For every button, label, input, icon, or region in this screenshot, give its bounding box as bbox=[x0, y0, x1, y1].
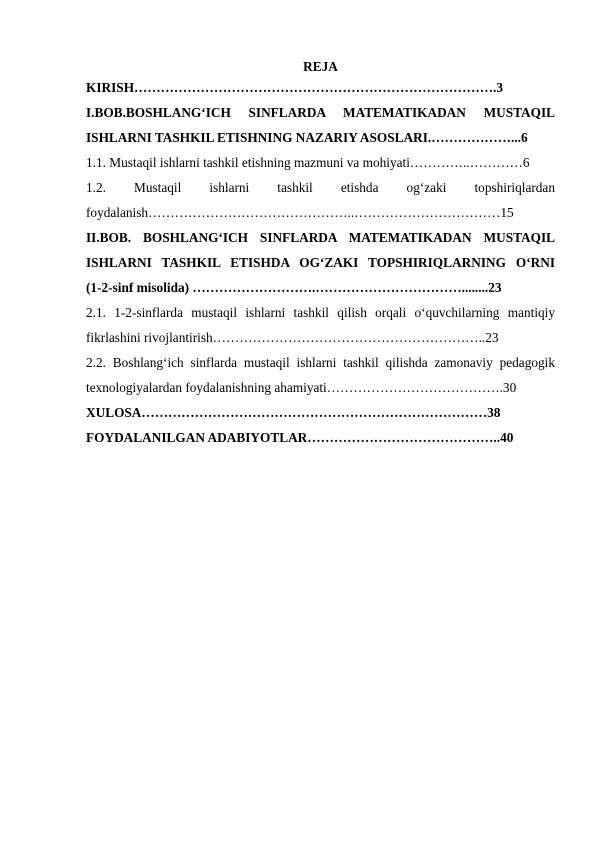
toc-entry-xulosa: XULOSA……………………………………………………………………38 bbox=[86, 405, 501, 420]
toc-entry-chapter2-line3: (1-2-sinf misolida) ……………………….……………………………........23 bbox=[86, 280, 502, 295]
toc-entry-adabiyotlar: FOYDALANILGAN ADABIYOTLAR……………………………………..40 bbox=[86, 430, 514, 445]
toc-entry-1-1: 1.1. Mustaqil ishlarni tashkil etishning mazmuni va mohiyati…………..…………6 bbox=[86, 155, 530, 170]
toc-entry-1-2-line1: 1.2. Mustaqil ishlarni tashkil etishda og‘zaki topshiriqlardan bbox=[86, 180, 555, 195]
toc-entry-chapter1-line1: I.BOB.BOSHLANG‘ICH SINFLARDA MATEMATIKADAN MUSTAQIL bbox=[86, 105, 555, 120]
toc-entry-1-2-line2: foydalanish………………………………………..……………………………15 bbox=[86, 205, 514, 220]
toc-entry-chapter2-line1: II.BOB. BOSHLANG‘ICH SINFLARDA MATEMATIKADAN MUSTAQIL bbox=[86, 230, 555, 245]
toc-entry-chapter2-line2: ISHLARNI TASHKIL ETISHDA OG‘ZAKI TOPSHIRIQLARNING O‘RNI bbox=[86, 255, 555, 270]
page-title: REJA bbox=[303, 59, 338, 74]
toc-entry-2-2-line1: 2.2. Boshlang‘ich sinflarda mustaqil ishlarni tashkil qilishda zamonaviy pedagogik bbox=[86, 355, 555, 370]
toc-entry-2-2-line2: texnologiyalardan foydalanishning ahamiyati………………………………….30 bbox=[86, 380, 517, 395]
toc-entry-2-1-line1: 2.1. 1-2-sinflarda mustaqil ishlarni tashkil qilish orqali o‘quvchilarning mantiqiy bbox=[86, 305, 555, 320]
toc-entry-2-1-line2: fikrlashini rivojlantirish……………………………………………………..23 bbox=[86, 330, 499, 345]
toc-entry-chapter1-line2: ISHLARNI TASHKIL ETISHNING NAZARIY ASOSLARI.………………...6 bbox=[86, 130, 528, 145]
toc-entry-kirish: KIRISH……………………………………………………………………….3 bbox=[86, 80, 504, 95]
